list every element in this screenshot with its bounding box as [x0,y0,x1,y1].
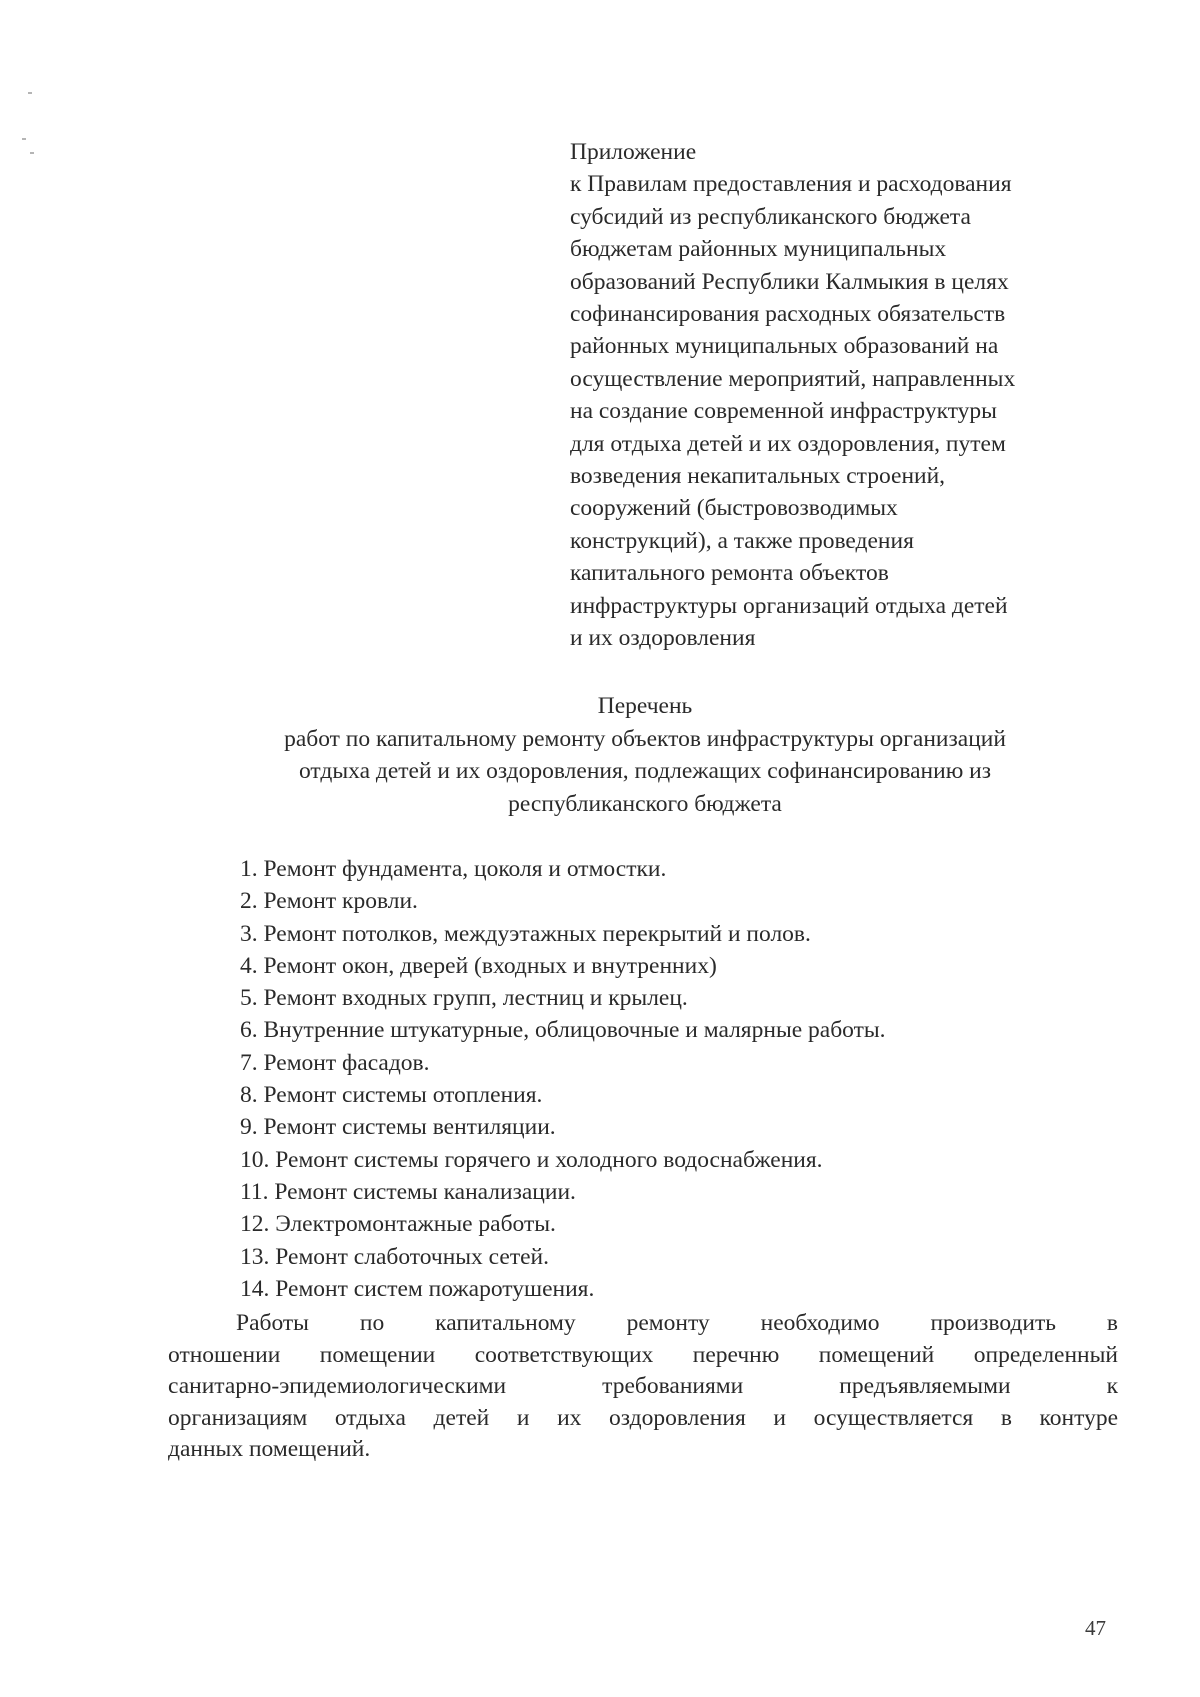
list-item: 2. Ремонт кровли. [240,888,418,915]
list-item: 14. Ремонт систем пожаротушения. [240,1275,595,1302]
appendix-line: конструкций), а также проведения [570,527,914,554]
list-item: 8. Ремонт системы отопления. [240,1082,543,1109]
list-item: 4. Ремонт окон, дверей (входных и внутренних) [240,952,717,979]
appendix-line: Приложение [570,139,697,165]
paragraph-line: отношении помещении соответствующих перечню помещений определенный [168,1341,1118,1368]
appendix-line: сооружений (быстровозводимых [570,495,898,522]
list-item: 1. Ремонт фундамента, цоколя и отмостки. [240,856,667,882]
works-list [240,853,1100,1305]
list-item: 11. Ремонт системы канализации. [240,1178,576,1205]
page-number: 47 [1085,1616,1106,1640]
list-item: 6. Внутренние штукатурные, облицовочные и малярные работы. [240,1017,886,1044]
appendix-line: районных муниципальных образований на [570,333,999,360]
appendix-line: бюджетам районных муниципальных [570,236,947,263]
appendix-line: образований Республики Калмыкия в целях [570,268,1009,295]
list-item: 5. Ремонт входных групп, лестниц и крылец. [240,985,688,1012]
list-item: 7. Ремонт фасадов. [240,1049,430,1076]
scan-artifact [28,92,32,94]
appendix-line: капитального ремонта объектов [570,560,889,587]
scan-artifact [30,152,34,154]
document-title [150,690,1140,820]
appendix-line: инфраструктуры организаций отдыха детей [570,592,1008,619]
list-item: 12. Электромонтажные работы. [240,1211,556,1238]
appendix-line: к Правилам предоставления и расходования [570,171,1012,198]
paragraph-line: Работы по капитальному ремонту необходимо производить в [236,1310,1118,1336]
appendix-line: осуществление мероприятий, направленных [570,365,1016,392]
title-subtitle-line: работ по капитальному ремонту объектов инфраструктуры организаций [284,725,1006,752]
list-item: 10. Ремонт системы горячего и холодного водоснабжения. [240,1146,823,1173]
appendix-line: и их оздоровления [570,625,756,652]
paragraph-line: санитарно-эпидемиологическими требованиями предъявляемыми к [168,1373,1118,1400]
appendix-line: субсидий из республиканского бюджета [570,203,971,230]
appendix-line: для отдыха детей и их оздоровления, путем [570,430,1006,457]
list-item: 13. Ремонт слаботочных сетей. [240,1243,549,1270]
paragraph-line: организациям отдыха детей и их оздоровления и осуществляется в контуре [168,1404,1118,1431]
title-heading: Перечень [597,693,693,719]
scan-artifact [22,138,26,140]
closing-paragraph [168,1308,1118,1466]
appendix-line: софинансирования расходных обязательств [570,301,1006,328]
title-subtitle-line: республиканского бюджета [508,790,782,817]
list-item: 3. Ремонт потолков, междуэтажных перекрытий и полов. [240,920,811,947]
list-item: 9. Ремонт системы вентиляции. [240,1114,556,1141]
appendix-header [570,136,1110,655]
appendix-line: на создание современной инфраструктуры [570,398,997,425]
appendix-line: возведения некапитальных строений, [570,463,946,490]
title-subtitle-line: отдыха детей и их оздоровления, подлежащих софинансированию из [298,758,991,784]
paragraph-line: данных помещений. [168,1436,371,1463]
